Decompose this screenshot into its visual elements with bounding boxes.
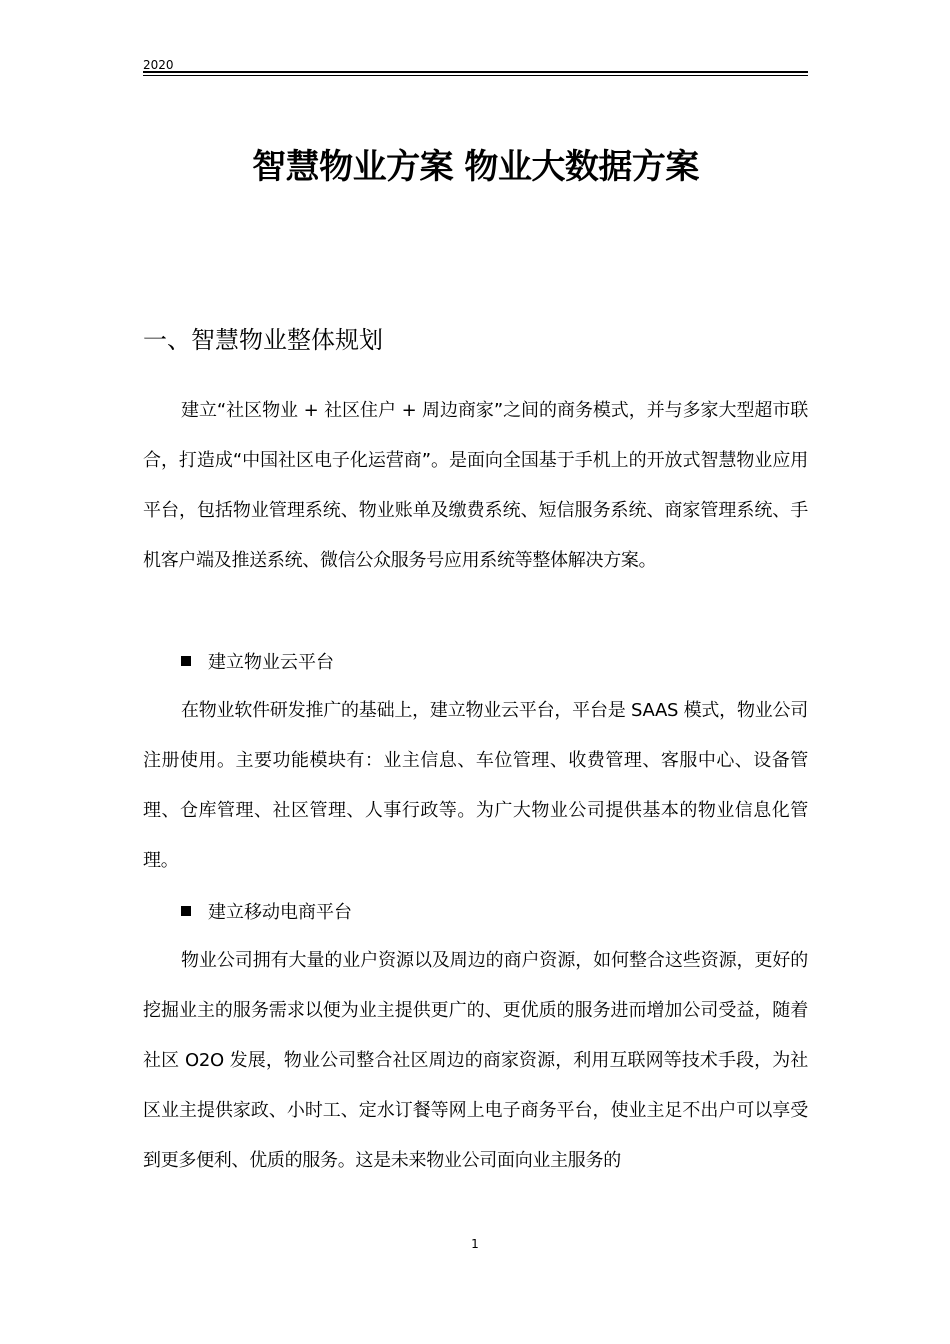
bullet-label: 建立物业云平台 [208,652,334,673]
header-divider [143,71,808,73]
header-year: 2020 [143,58,174,72]
bullet-item-cloud-platform [181,648,334,678]
square-bullet-icon [181,656,191,666]
cloud-platform-paragraph: 在物业软件研发推广的基础上，建立物业云平台，平台是 SAAS 模式，物业公司注册使用。主要功能模块有：业主信息、车位管理、收费管理、客服中心、设备管理、仓库管理、社区管理、人事行政等。为广大物业公司提供基本的物业信息化管理。 [143,700,808,871]
bullet-label: 建立移动电商平台 [208,902,352,923]
section-heading: 一、智慧物业整体规划 [143,326,383,354]
header-divider-thin [143,75,808,76]
ecommerce-platform-paragraph: 物业公司拥有大量的业户资源以及周边的商户资源，如何整合这些资源，更好的挖掘业主的服务需求以便为业主提供更广的、更优质的服务进而增加公司受益，随着社区 O2O 发展，物业公司整合社区周边的商家资源，利用互联网等技术手段，为社区业主提供家政、小时工、定水订餐等网上电子商务平台，使业主足不出户可以享受到更多便利、优质的服务。这是未来物业公司面向业主服务的 [143,950,808,1171]
document-title: 智慧物业方案 物业大数据方案 [252,147,699,187]
page-number: 1 [471,1237,479,1251]
intro-paragraph: 建立“社区物业 + 社区住户 + 周边商家”之间的商务模式，并与多家大型超市联合，打造成“中国社区电子化运营商”。是面向全国基于手机上的开放式智慧物业应用平台，包括物业管理系统、物业账单及缴费系统、短信服务系统、商家管理系统、手机客户端及推送系统、微信公众服务号应用系统等整体解决方案。 [143,400,808,571]
bullet-item-ecommerce-platform [181,898,352,928]
square-bullet-icon [181,906,191,916]
